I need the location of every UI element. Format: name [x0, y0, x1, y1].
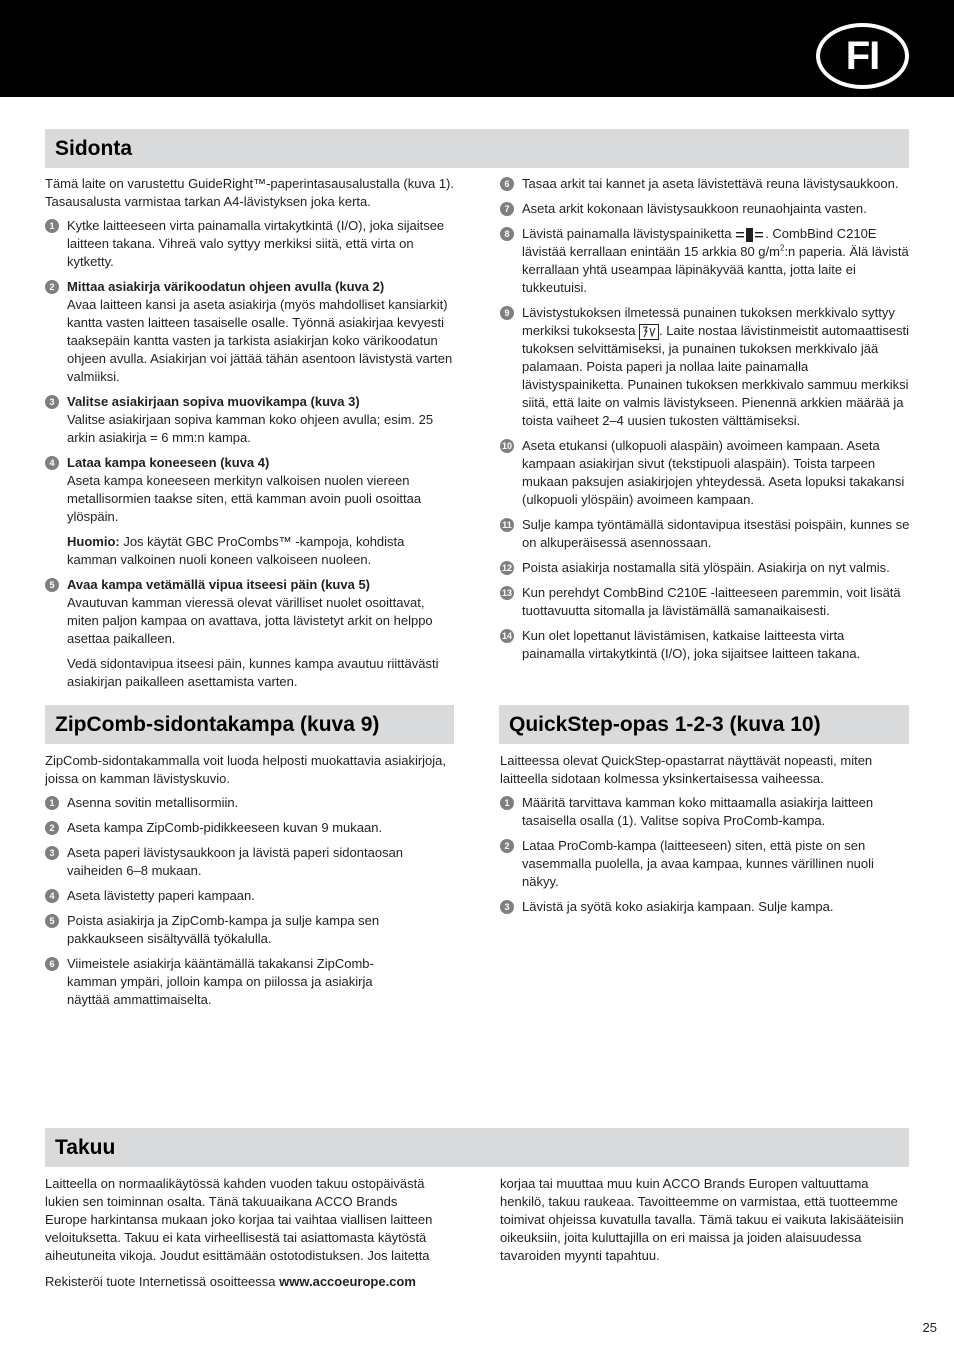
- step-number-icon: 6: [500, 177, 514, 191]
- step-text: Lävistä ja syötä koko asiakirja kampaan. Sulje kampa.: [522, 899, 834, 914]
- step-number-icon: 6: [45, 957, 59, 971]
- list-item: [500, 837, 910, 891]
- takuu-text-right: korjaa tai muuttaa muu kuin ACCO Brands Europen valtuuttama henkilö, takuu raukeaa. Tavoitteemme on varmistaa, että tuotteemme toimivat ohjeissa kuvatulla tavalla. Tämä takuu ei vaikuta lakisääteisiin oikeuksiin, joita kuluttajilla on eri maissa ja joiden alaisuudessa tavaroiden myynti tapahtuu.: [500, 1176, 904, 1263]
- list-item: [500, 200, 910, 218]
- header-bar: [0, 0, 954, 97]
- list-item: [45, 819, 455, 837]
- punch-button-icon: [735, 228, 765, 242]
- zipcomb-column: [45, 752, 455, 1016]
- step-number-icon: 4: [45, 456, 59, 470]
- step-text: Lävistystukoksen ilmetessä punainen tukoksen merkkivalo syttyy merkiksi tukoksesta: [522, 305, 895, 338]
- step-text: Kytke laitteeseen virta painamalla virtakytkintä (I/O), joka sijaitsee laitteen takana. Vihreä valo syttyy merkiksi siitä, että virta on kytketty.: [67, 218, 445, 269]
- section-title-zipcomb: ZipComb-sidontakampa (kuva 9): [45, 705, 454, 744]
- step-text: :n paperia. Älä lävistä kerrallaan yhtä useampaa läpinäkyvää kantta, jotta laite ei tukkeutuisi.: [522, 244, 909, 295]
- list-item: [500, 794, 910, 830]
- step-number-icon: 2: [500, 839, 514, 853]
- list-item: [45, 576, 455, 648]
- section-title-takuu: Takuu: [45, 1128, 909, 1167]
- list-item: [500, 304, 910, 430]
- step-number-icon: 5: [45, 914, 59, 928]
- step-text: Asenna sovitin metallisormiin.: [67, 795, 239, 810]
- step-number-icon: 3: [45, 846, 59, 860]
- step-text: . Laite nostaa lävistinmeistit automaattisesti tukoksen selvittämiseksi, ja punainen tukoksen merkkivalo jää palamaan. Poista paperi ja nollaa laite painamalla lävistyspainiketta. Punainen tukoksen merkkivalo sammuu merkiksi siitä, että laite on valmis lävistykseen. Pienennä arkkien määrää ja toista vaiheet 2–4 uusien tukosten välttämiseksi.: [522, 323, 910, 428]
- list-item: [500, 437, 910, 509]
- step-number-icon: 3: [500, 900, 514, 914]
- step-number-icon: 2: [45, 280, 59, 294]
- sidonta-right-column: [500, 175, 910, 670]
- step-text: Viimeistele asiakirja kääntämällä takakansi ZipComb-kamman ympäri, jolloin kampa on piilossa ja asiakirja näyttää ammattimaiselta.: [67, 956, 374, 1007]
- list-item: [45, 217, 455, 271]
- step-heading: Valitse asiakirjaan sopiva muovikampa (kuva 3): [67, 394, 360, 409]
- list-item: [500, 898, 910, 916]
- step-number-icon: 2: [45, 821, 59, 835]
- list-item: [500, 559, 910, 577]
- step-number-icon: 10: [501, 441, 512, 451]
- section-title-quickstep: QuickStep-opas 1-2-3 (kuva 10): [499, 705, 909, 744]
- section-title-sidonta: Sidonta: [45, 129, 909, 168]
- note-label: Huomio:: [67, 534, 120, 549]
- step-number-icon: 9: [500, 306, 514, 320]
- list-item: [500, 627, 910, 663]
- step-number-icon: 1: [45, 796, 59, 810]
- list-item: [500, 175, 910, 193]
- note-text: Jos käytät GBC ProCombs™ -kampoja, kohdista kamman valkoinen nuoli koneen valkoiseen nuoleen.: [67, 534, 405, 567]
- list-item: [500, 516, 910, 552]
- quickstep-intro: Laitteessa olevat QuickStep-opastarrat näyttävät nopeasti, miten laitteella sidotaan kolmessa yksinkertaisessa vaiheessa.: [500, 753, 873, 786]
- step-text: Avaa laitteen kansi ja aseta asiakirja (myös mahdolliset kansiarkit) kantta vasten laitteen tasaiselle osalle. Työnnä asiakirjaa kevyesti taaksepäin kantta vasten ja tarkista asiakirjan koko värikoodatun ohjeen avulla. Asiakirjan voi jättää tähän asentoon lävistystä varten valmiiksi.: [67, 297, 453, 384]
- step-text: Poista asiakirja ja ZipComb-kampa ja sulje kampa sen pakkaukseen sisältyvällä työkalulla.: [67, 913, 380, 946]
- page-number: 25: [922, 1320, 937, 1335]
- register-link[interactable]: www.accoeurope.com: [279, 1274, 416, 1289]
- step-number-icon: 14: [501, 631, 512, 641]
- step-number-icon: 4: [45, 889, 59, 903]
- step-number-icon: 7: [500, 202, 514, 216]
- step-heading: Avaa kampa vetämällä vipua itseesi päin (kuva 5): [67, 577, 370, 592]
- list-item: [45, 887, 455, 905]
- step-text: Lävistä painamalla lävistyspainiketta: [522, 226, 732, 241]
- step-text: Poista asiakirja nostamalla sitä ylöspäin. Asiakirja on nyt valmis.: [522, 560, 890, 575]
- list-item: [45, 844, 455, 880]
- step-heading: Lataa kampa koneeseen (kuva 4): [67, 455, 270, 470]
- sidonta-intro: Tämä laite on varustettu GuideRight™-paperintasausalustalla (kuva 1). Tasausalusta varmistaa tarkan A4-lävistyksen joka kerta.: [45, 176, 454, 209]
- step-text: Avautuvan kamman vieressä olevat värilliset nuolet osoittavat, miten paljon kampaa on avattava, jotta lävistetyt arkit on helppo asettaa paikalleen.: [67, 595, 433, 646]
- list-item: [45, 955, 455, 1009]
- step-number-icon: 1: [500, 796, 514, 810]
- list-item: [45, 794, 455, 812]
- register-line: [45, 1273, 440, 1291]
- quickstep-column: [500, 752, 910, 923]
- note: [45, 533, 455, 569]
- step-text: Valitse asiakirjaan sopiva kamman koko ohjeen avulla; esim. 25 arkin asiakirja = 6 mm:n kampa.: [67, 412, 434, 445]
- step-text: . CombBind C210E lävistää kerrallaan enintään 15 arkkia 80 g/m: [522, 226, 877, 259]
- step-number-icon: 5: [45, 578, 59, 592]
- step-number-icon: 13: [501, 588, 512, 598]
- step-text: Aseta etukansi (ulkopuoli alaspäin) avoimeen kampaan. Aseta kampaan asiakirjan sivut (tekstipuoli alaspäin). Toista tarpeen mukaan paksujen asiakirjojen yhteydessä. Aseta lopuksi takakansi (ulkopuoli ylöspäin) avoimeen kampaan.: [522, 438, 905, 507]
- step-number-icon: 3: [45, 395, 59, 409]
- takuu-right-column: [500, 1175, 910, 1271]
- step-text: Määritä tarvittava kamman koko mittaamalla asiakirja laitteen tasaisella osalla (1). Valitse sopiva ProComb-kampa.: [522, 795, 874, 828]
- sidonta-left-column: [45, 175, 455, 698]
- step-text: Lataa ProComb-kampa (laitteeseen) siten, että piste on sen vasemmalla puolella, ja avaa kampaa, kunnes värillinen nuoli näkyy.: [522, 838, 874, 889]
- list-item: [45, 278, 455, 386]
- step-text: Kun perehdyt CombBind C210E -laitteeseen paremmin, voit lisätä tuottavuutta sitomalla ja lävistämällä samanaikaisesti.: [522, 585, 901, 618]
- step-text: Aseta arkit kokonaan lävistysaukkoon reunaohjainta vasten.: [522, 201, 867, 216]
- step-text: Aseta kampa ZipComb-pidikkeeseen kuvan 9 mukaan.: [67, 820, 383, 835]
- step-text: Aseta paperi lävistysaukkoon ja lävistä paperi sidontaosan vaiheiden 6–8 mukaan.: [67, 845, 404, 878]
- step-text: Kun olet lopettanut lävistämisen, katkaise laitteesta virta painamalla virtakytkintä (I/O), joka sijaitsee laitteen takana.: [522, 628, 861, 661]
- takuu-left-column: [45, 1175, 440, 1297]
- list-item: [45, 393, 455, 447]
- step-text: Tasaa arkit tai kannet ja aseta lävistettävä reuna lävistysaukkoon.: [522, 176, 899, 191]
- step-number-icon: 8: [500, 227, 514, 241]
- step-text: Aseta lävistetty paperi kampaan.: [67, 888, 255, 903]
- step-text: Sulje kampa työntämällä sidontavipua itsestäsi poispäin, kunnes se on alkuperäisessä asennossaan.: [522, 517, 910, 550]
- list-item: [500, 584, 910, 620]
- paragraph: Vedä sidontavipua itseesi päin, kunnes kampa avautuu riittävästi asiakirjan paikalleen asettamista varten.: [67, 656, 439, 689]
- step-heading: Mittaa asiakirja värikoodatun ohjeen avulla (kuva 2): [67, 279, 385, 294]
- step-number-icon: 11: [500, 518, 514, 532]
- language-badge: FI: [816, 23, 909, 89]
- step-text: Aseta kampa koneeseen merkityn valkoisen nuolen viereen metallisormien taakse siten, että kamman avoin puoli osoittaa ylöspäin.: [67, 473, 422, 524]
- step-number-icon: 1: [45, 219, 59, 233]
- zipcomb-intro: ZipComb-sidontakammalla voit luoda helposti muokattavia asiakirjoja, joissa on kamman lävistyskuvio.: [45, 753, 447, 786]
- list-item: [500, 225, 910, 297]
- jam-indicator-icon: [639, 324, 659, 340]
- register-text: Rekisteröi tuote Internetissä osoitteessa: [45, 1274, 280, 1289]
- list-item: [45, 454, 455, 526]
- takuu-text-left: Laitteella on normaalikäytössä kahden vuoden takuu ostopäivästä lukien sen toiminnan osalta. Tänä takuuaikana ACCO Brands Europe harkintansa mukaan joko korjaa tai vaihtaa viallisen laitteen veloituksetta. Takuu ei kata virheellisestä tai asiattomasta käytöstä aiheutuneita vikoja. Joudut esittämään ostotodistuksen. Jos laitetta: [45, 1176, 433, 1263]
- step-number-icon: 12: [501, 563, 512, 573]
- superscript: 2: [779, 243, 785, 253]
- list-item: [45, 912, 455, 948]
